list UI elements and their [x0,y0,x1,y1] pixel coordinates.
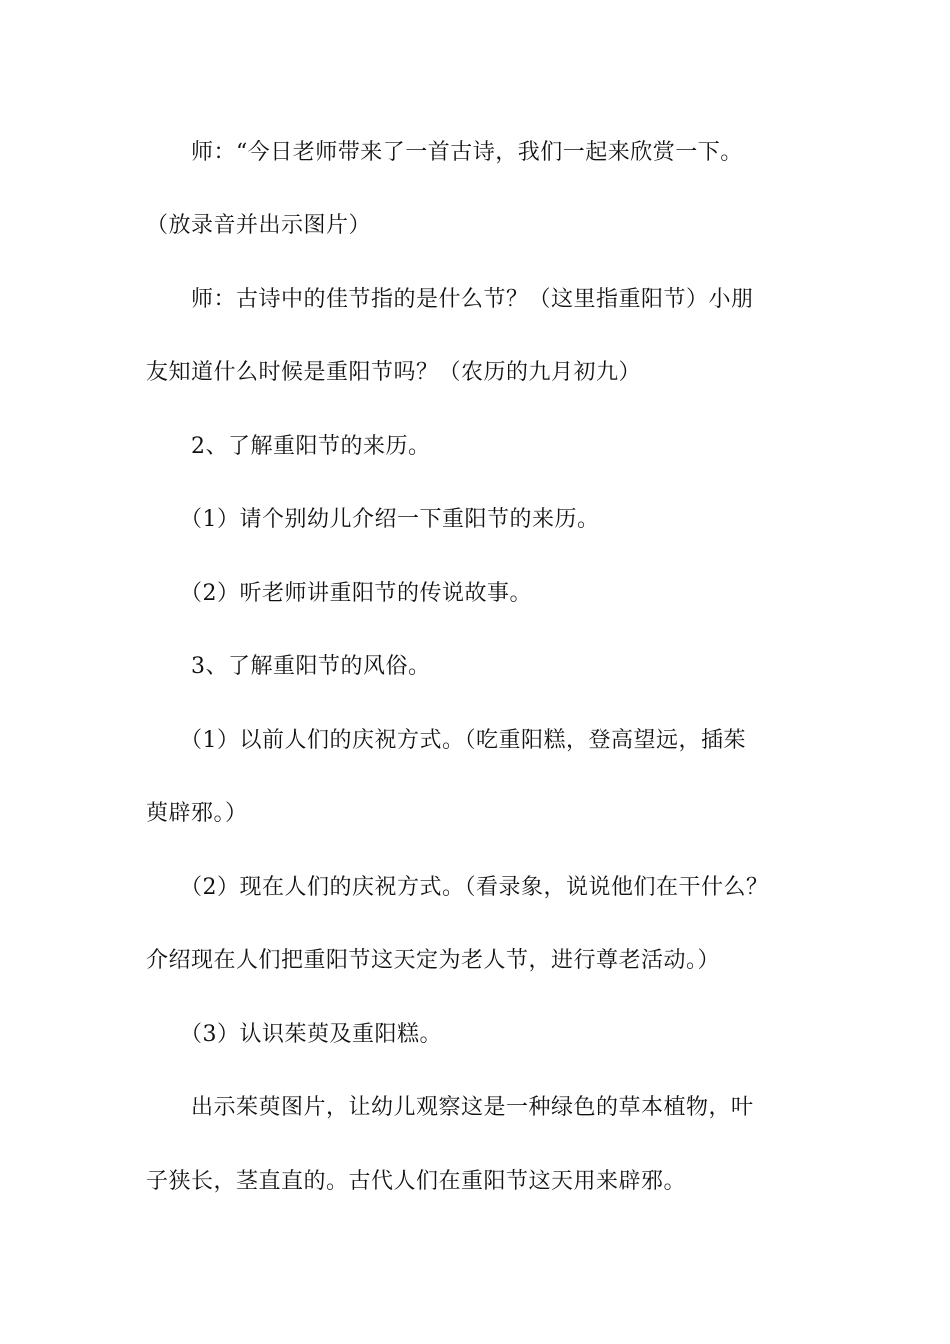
paragraph-line: 介绍现在人们把重阳节这天定为老人节，进行尊老活动。） [146,948,721,973]
section-heading: 3、了解重阳节的风俗。 [191,654,431,679]
paragraph-line: （放录音并出示图片） [146,213,372,238]
section-heading: 2、了解重阳节的来历。 [191,434,431,459]
list-item: （2）现在人们的庆祝方式。（看录象，说说他们在干什么？ [180,875,769,900]
list-item: （1）请个别幼儿介绍一下重阳节的来历。 [180,507,600,532]
paragraph-line: 师：古诗中的佳节指的是什么节？（这里指重阳节）小朋 [191,287,754,312]
paragraph-line: 萸辟邪。） [146,801,248,826]
paragraph-line: 子狭长，茎直直的。古代人们在重阳节这天用来辟邪。 [146,1169,687,1194]
paragraph-line: 出示茱萸图片，让幼儿观察这是一种绿色的草本植物，叶 [191,1095,754,1120]
paragraph-line: 师：“今日老师带来了一首古诗，我们一起来欣赏一下。 [191,140,743,165]
list-item: （1）以前人们的庆祝方式。（吃重阳糕，登高望远，插茱 [180,728,746,753]
list-item: （3）认识茱萸及重阳糕。 [180,1022,442,1047]
list-item: （2）听老师讲重阳节的传说故事。 [180,581,532,606]
paragraph-line: 友知道什么时候是重阳节吗？（农历的九月初九） [146,360,642,385]
